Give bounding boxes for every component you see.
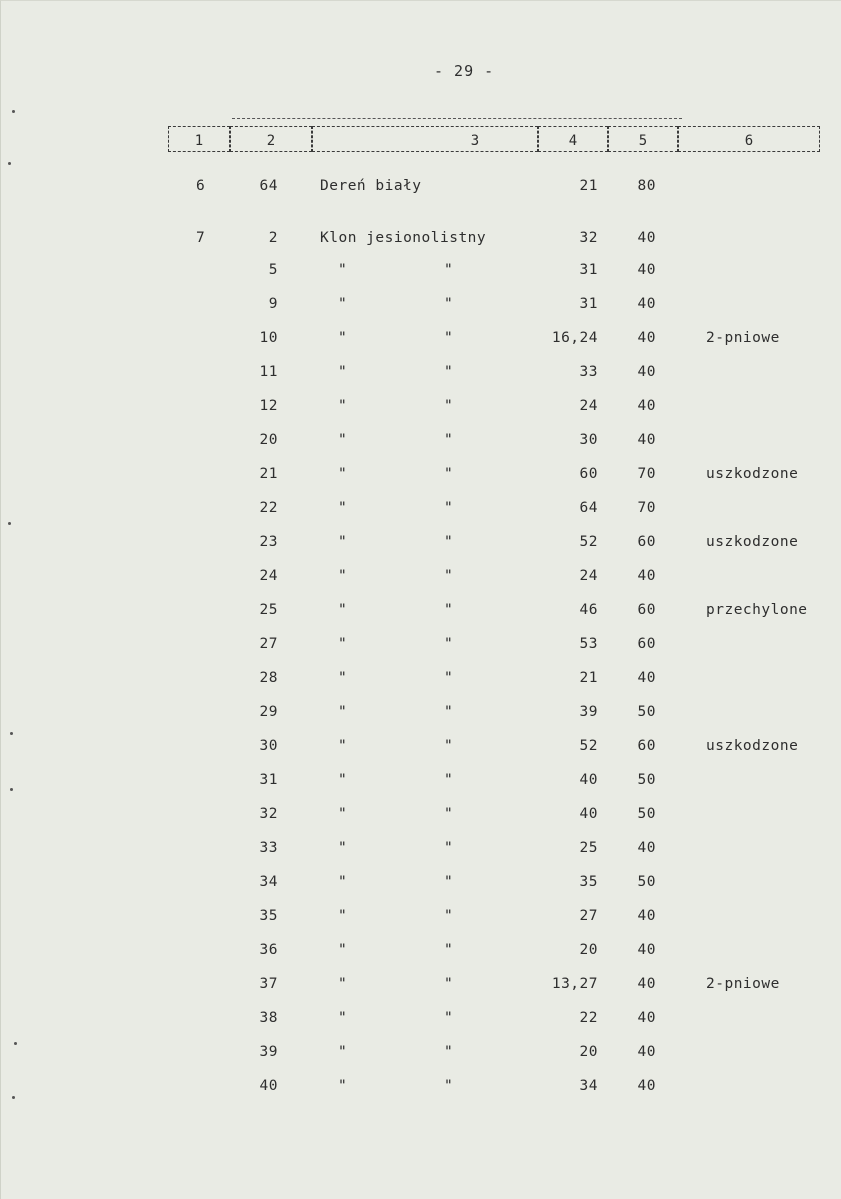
cell-c2: 32 — [259, 806, 278, 822]
header-cell — [678, 126, 820, 152]
cell-c2: 39 — [259, 1044, 278, 1060]
cell-c5: 40 — [637, 670, 656, 686]
cell-c4: 64 — [579, 500, 598, 516]
cell-c4: 20 — [579, 942, 598, 958]
cell-c5: 40 — [637, 1078, 656, 1094]
cell-c4: 24 — [579, 568, 598, 584]
cell-c4: 16,24 — [551, 330, 598, 346]
cell-c5: 50 — [637, 806, 656, 822]
cell-c3a: " — [338, 976, 348, 992]
cell-c3b: " — [444, 840, 454, 856]
scan-speck — [12, 1096, 15, 1099]
cell-c2: 21 — [259, 466, 278, 482]
cell-c2: 25 — [259, 602, 278, 618]
cell-c5: 40 — [637, 568, 656, 584]
cell-c5: 60 — [637, 636, 656, 652]
cell-c3b: " — [444, 534, 454, 550]
header-cell — [230, 126, 312, 152]
cell-c2: 33 — [259, 840, 278, 856]
cell-c3a: " — [338, 602, 348, 618]
table-row — [0, 500, 841, 526]
cell-c6: 2-pniowe — [706, 330, 780, 346]
cell-c4: 24 — [579, 398, 598, 414]
cell-c4: 40 — [579, 806, 598, 822]
table-row — [0, 398, 841, 424]
cell-c3b: " — [444, 670, 454, 686]
cell-c2: 9 — [268, 296, 278, 312]
cell-c3a: " — [338, 500, 348, 516]
cell-c4: 34 — [579, 1078, 598, 1094]
cell-c4: 27 — [579, 908, 598, 924]
cell-c3b: " — [444, 568, 454, 584]
cell-c2: 20 — [259, 432, 278, 448]
cell-c2: 11 — [259, 364, 278, 380]
cell-c2: 22 — [259, 500, 278, 516]
cell-c4: 33 — [579, 364, 598, 380]
cell-c3b: " — [444, 738, 454, 754]
cell-c3b: " — [444, 772, 454, 788]
cell-c4: 13,27 — [551, 976, 598, 992]
cell-c2: 34 — [259, 874, 278, 890]
cell-c1: 7 — [196, 230, 206, 246]
header-label: 3 — [470, 133, 480, 149]
header-label: 1 — [194, 133, 204, 149]
cell-c2: 37 — [259, 976, 278, 992]
cell-c4: 46 — [579, 602, 598, 618]
cell-c4: 53 — [579, 636, 598, 652]
cell-c4: 52 — [579, 738, 598, 754]
table-row — [0, 942, 841, 968]
cell-c3b: " — [444, 466, 454, 482]
scan-speck — [8, 522, 11, 525]
table-row — [0, 908, 841, 934]
scan-speck — [14, 1042, 17, 1045]
table-row — [0, 1078, 841, 1104]
cell-c5: 40 — [637, 1044, 656, 1060]
cell-c3b: " — [444, 330, 454, 346]
cell-c2: 28 — [259, 670, 278, 686]
cell-c4: 31 — [579, 262, 598, 278]
cell-c3b: " — [444, 636, 454, 652]
cell-c3a: " — [338, 364, 348, 380]
scan-speck — [12, 110, 15, 113]
scan-speck — [10, 732, 13, 735]
cell-c3a: " — [338, 534, 348, 550]
cell-c3a: " — [338, 772, 348, 788]
cell-c6: przechylone — [706, 602, 808, 618]
table-row — [0, 602, 841, 628]
cell-c6: uszkodzone — [706, 466, 799, 482]
table-row — [0, 178, 841, 204]
cell-c2: 23 — [259, 534, 278, 550]
cell-c5: 40 — [637, 432, 656, 448]
cell-c4: 30 — [579, 432, 598, 448]
cell-c3a: " — [338, 432, 348, 448]
cell-c3a: " — [338, 670, 348, 686]
table-row — [0, 330, 841, 356]
cell-c2: 5 — [268, 262, 278, 278]
cell-c5: 80 — [637, 178, 656, 194]
cell-name: Klon jesionolistny — [320, 230, 487, 246]
cell-c5: 40 — [637, 976, 656, 992]
cell-c5: 40 — [637, 398, 656, 414]
cell-c4: 60 — [579, 466, 598, 482]
cell-c5: 40 — [637, 230, 656, 246]
cell-c3a: " — [338, 908, 348, 924]
cell-c3b: " — [444, 432, 454, 448]
cell-c3a: " — [338, 636, 348, 652]
cell-c3b: " — [444, 704, 454, 720]
table-row — [0, 1010, 841, 1036]
cell-c3a: " — [338, 840, 348, 856]
table-row — [0, 806, 841, 832]
cell-c6: uszkodzone — [706, 738, 799, 754]
cell-c1: 6 — [196, 178, 206, 194]
table-row — [0, 636, 841, 662]
cell-c2: 30 — [259, 738, 278, 754]
cell-c5: 50 — [637, 874, 656, 890]
cell-c3a: " — [338, 330, 348, 346]
cell-c5: 70 — [637, 466, 656, 482]
cell-c3a: " — [338, 806, 348, 822]
table-row — [0, 1044, 841, 1070]
header-label: 4 — [568, 133, 578, 149]
header-top-rule — [232, 118, 682, 119]
cell-c3b: " — [444, 296, 454, 312]
header-label: 2 — [266, 133, 276, 149]
cell-c3b: " — [444, 908, 454, 924]
cell-c2: 64 — [259, 178, 278, 194]
cell-c3b: " — [444, 942, 454, 958]
cell-c2: 24 — [259, 568, 278, 584]
cell-c5: 40 — [637, 364, 656, 380]
cell-c4: 21 — [579, 178, 598, 194]
table-row — [0, 262, 841, 288]
table-row — [0, 432, 841, 458]
cell-c3b: " — [444, 398, 454, 414]
cell-c2: 40 — [259, 1078, 278, 1094]
header-label: 6 — [744, 133, 754, 149]
cell-c4: 39 — [579, 704, 598, 720]
cell-c5: 70 — [637, 500, 656, 516]
table-row — [0, 296, 841, 322]
cell-c4: 52 — [579, 534, 598, 550]
cell-c5: 40 — [637, 1010, 656, 1026]
cell-c3b: " — [444, 1010, 454, 1026]
cell-c2: 12 — [259, 398, 278, 414]
cell-c3a: " — [338, 296, 348, 312]
header-cell — [608, 126, 678, 152]
cell-c3a: " — [338, 398, 348, 414]
cell-c3a: " — [338, 466, 348, 482]
cell-c3a: " — [338, 874, 348, 890]
cell-c5: 40 — [637, 908, 656, 924]
table-row — [0, 534, 841, 560]
cell-c3a: " — [338, 1078, 348, 1094]
cell-c4: 35 — [579, 874, 598, 890]
cell-c6: uszkodzone — [706, 534, 799, 550]
cell-c3a: " — [338, 262, 348, 278]
scan-speck — [10, 788, 13, 791]
cell-c2: 38 — [259, 1010, 278, 1026]
cell-c5: 60 — [637, 738, 656, 754]
cell-c3b: " — [444, 874, 454, 890]
cell-c3a: " — [338, 704, 348, 720]
cell-c2: 29 — [259, 704, 278, 720]
cell-c3b: " — [444, 500, 454, 516]
cell-c3b: " — [444, 364, 454, 380]
cell-c4: 20 — [579, 1044, 598, 1060]
cell-c4: 21 — [579, 670, 598, 686]
cell-name: Dereń biały — [320, 178, 422, 194]
cell-c3a: " — [338, 568, 348, 584]
table-row — [0, 976, 841, 1002]
page-number: - 29 - — [434, 62, 495, 80]
cell-c6: 2-pniowe — [706, 976, 780, 992]
cell-c5: 40 — [637, 840, 656, 856]
cell-c5: 60 — [637, 602, 656, 618]
cell-c3b: " — [444, 1044, 454, 1060]
cell-c5: 50 — [637, 772, 656, 788]
table-row — [0, 738, 841, 764]
table-row — [0, 704, 841, 730]
cell-c4: 40 — [579, 772, 598, 788]
cell-c2: 35 — [259, 908, 278, 924]
table-row — [0, 230, 841, 256]
cell-c2: 31 — [259, 772, 278, 788]
header-cell — [538, 126, 608, 152]
cell-c4: 32 — [579, 230, 598, 246]
table-row — [0, 772, 841, 798]
cell-c3b: " — [444, 1078, 454, 1094]
cell-c2: 27 — [259, 636, 278, 652]
cell-c5: 40 — [637, 262, 656, 278]
cell-c4: 31 — [579, 296, 598, 312]
cell-c3b: " — [444, 806, 454, 822]
header-cell — [168, 126, 230, 152]
cell-c5: 40 — [637, 330, 656, 346]
cell-c3a: " — [338, 1044, 348, 1060]
cell-c3a: " — [338, 738, 348, 754]
table-row — [0, 874, 841, 900]
cell-c3b: " — [444, 262, 454, 278]
table-row — [0, 568, 841, 594]
cell-c5: 60 — [637, 534, 656, 550]
cell-c5: 50 — [637, 704, 656, 720]
table-row — [0, 670, 841, 696]
scan-speck — [8, 162, 11, 165]
table-row — [0, 364, 841, 390]
cell-c3b: " — [444, 976, 454, 992]
cell-c3a: " — [338, 1010, 348, 1026]
cell-c3b: " — [444, 602, 454, 618]
header-cell — [312, 126, 538, 152]
table-header — [168, 121, 820, 155]
cell-c3a: " — [338, 942, 348, 958]
cell-c4: 22 — [579, 1010, 598, 1026]
table-row — [0, 466, 841, 492]
header-label: 5 — [638, 133, 648, 149]
table-row — [0, 840, 841, 866]
cell-c5: 40 — [637, 942, 656, 958]
cell-c2: 10 — [259, 330, 278, 346]
cell-c4: 25 — [579, 840, 598, 856]
cell-c2: 2 — [268, 230, 278, 246]
cell-c2: 36 — [259, 942, 278, 958]
cell-c5: 40 — [637, 296, 656, 312]
